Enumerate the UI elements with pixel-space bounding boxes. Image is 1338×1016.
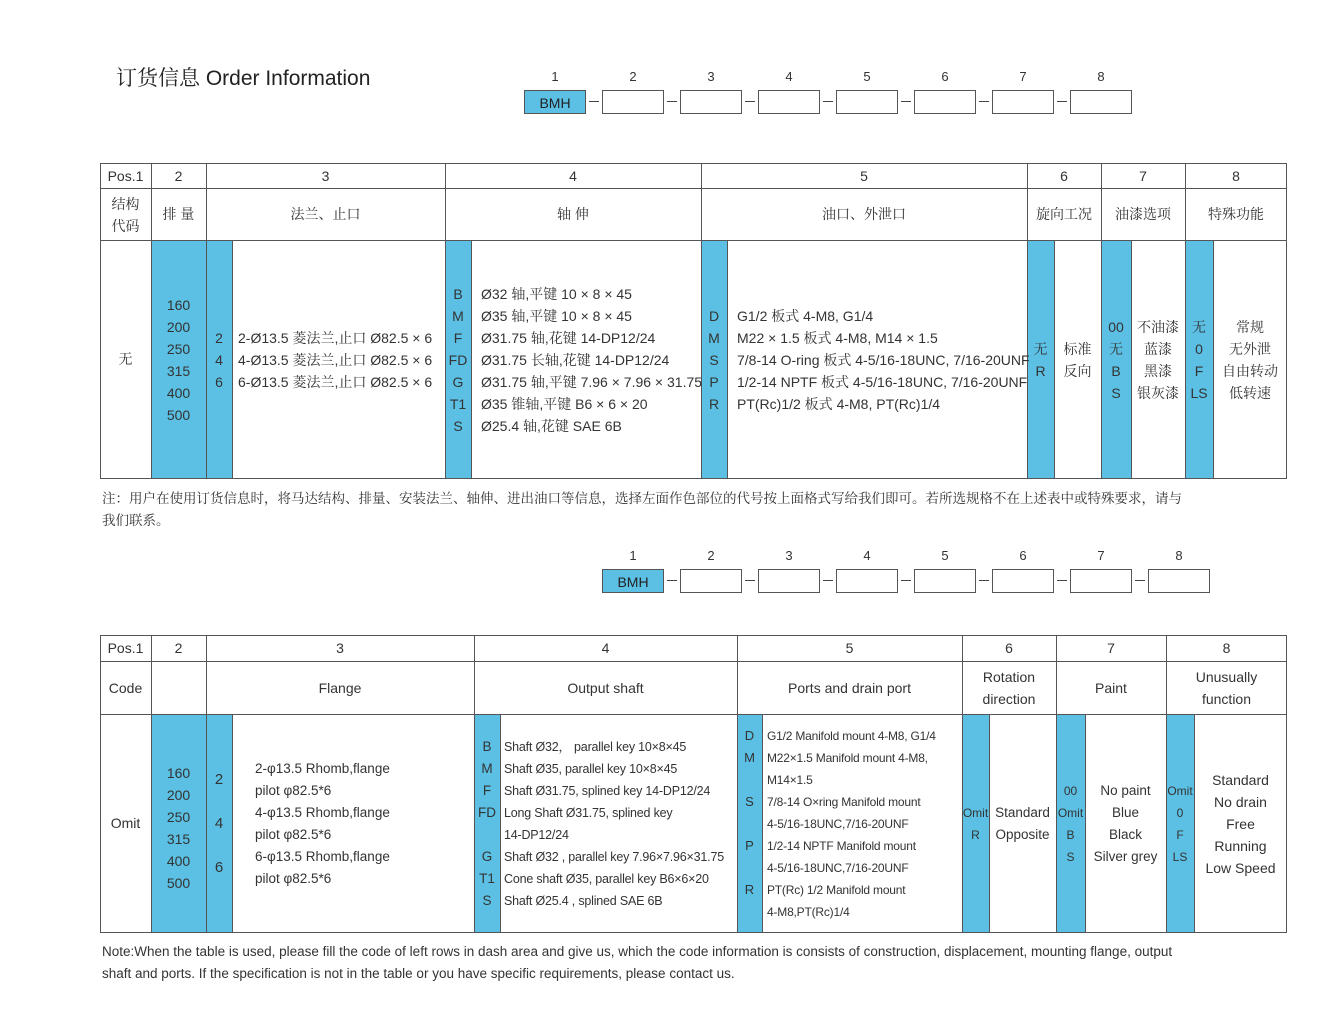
code-dash (976, 90, 992, 114)
shaft-code: S (482, 892, 492, 908)
rotation-code: 无 (1033, 340, 1048, 357)
code-slot-6[interactable] (914, 69, 976, 114)
shaft-code: M (452, 307, 464, 324)
en-pos-header-2: 2 (174, 640, 183, 656)
code-dash (742, 90, 758, 114)
en-shaft-code-list (474, 715, 500, 932)
function-code-list (1185, 241, 1213, 478)
shaft-desc-list (481, 241, 701, 478)
pos-header-8: 8 (1232, 167, 1240, 184)
displacement-value: 250 (166, 808, 191, 825)
en-flange-code-list (206, 715, 232, 932)
shaft-desc: Cone shaft Ø35, parallel key B6×6×20 (504, 871, 709, 886)
code-prefix: BMH (617, 574, 649, 590)
port-code: M (744, 749, 755, 765)
port-desc: PT(Rc)1/2 板式 4-M8, PT(Rc)1/4 (737, 395, 941, 412)
paint-code: Omit (1057, 805, 1084, 820)
port-code: M (708, 329, 720, 346)
port-desc: 7/8-14 O-ring 板式 4-5/16-18UNC, 7/16-20UNF (737, 351, 1030, 368)
function-desc: No drain (1214, 793, 1267, 810)
pos-header-5: 5 (860, 167, 868, 184)
shaft-desc: Ø25.4 轴,花键 SAE 6B (481, 417, 622, 434)
shaft-code: B (482, 738, 492, 754)
note-en (102, 941, 1292, 985)
col-header-shaft: 轴 伸 (557, 206, 589, 222)
displacement-value: 160 (166, 764, 191, 781)
port-desc: 7/8-14 O×ring Manifold mount (767, 794, 921, 809)
port-desc: PT(Rc) 1/2 Manifold mount (767, 882, 906, 897)
function-code: 0 (1195, 340, 1203, 357)
flange-code: 4 (215, 351, 223, 368)
en-pos-header-7: 7 (1107, 640, 1115, 656)
displacement-value: 160 (166, 296, 191, 313)
en-col-header-rotation: Rotation direction (982, 669, 1036, 707)
rotation-code: R (971, 827, 980, 842)
code-slot-4[interactable] (836, 548, 898, 593)
col-header-ports: 油口、外泄口 (822, 206, 906, 222)
function-desc: Running (1214, 837, 1267, 854)
code-dash (742, 569, 758, 593)
displacement-value: 500 (166, 406, 191, 423)
function-code: F (1176, 827, 1184, 842)
code-slot-5[interactable] (836, 69, 898, 114)
en-col-header-displacement (151, 662, 206, 714)
en-flange-desc-list (255, 715, 474, 932)
paint-code: 00 (1063, 783, 1078, 798)
function-desc: Free (1226, 815, 1255, 832)
port-desc: 4-5/16-18UNC,7/16-20UNF (767, 860, 909, 875)
flange-code: 6 (214, 858, 224, 876)
paint-desc: 银灰漆 (1137, 384, 1179, 401)
displacement-value: 200 (166, 318, 191, 335)
rotation-desc-list (1054, 241, 1101, 478)
pos-header-2: 2 (174, 167, 183, 184)
flange-desc: 2-Ø13.5 菱法兰,止口 Ø82.5 × 6 (238, 329, 433, 346)
en-col-header-flange: Flange (318, 679, 362, 696)
flange-code: 6 (215, 373, 223, 390)
code-slot-number: 6 (1019, 548, 1027, 563)
function-desc-list (1213, 241, 1287, 478)
flange-code: 2 (214, 770, 224, 788)
port-code: S (745, 793, 754, 809)
flange-desc: 4-φ13.5 Rhomb,flange (255, 804, 390, 820)
paint-desc: Blue (1111, 804, 1140, 820)
code-slot-8[interactable] (1070, 69, 1132, 114)
code-dash (1054, 569, 1070, 593)
paint-desc: 不油漆 (1137, 318, 1179, 335)
rotation-desc: 反向 (1063, 362, 1092, 379)
displacement-list (151, 241, 206, 478)
flange-code: 2 (215, 329, 223, 346)
paint-desc: 蓝漆 (1144, 340, 1172, 357)
port-code: P (709, 373, 719, 390)
order-code-box-bottom (602, 548, 1210, 593)
pos-header-6: 6 (1060, 167, 1068, 184)
code-slot-number: 2 (707, 548, 715, 563)
function-desc: 低转速 (1229, 384, 1271, 401)
port-desc: M14×1.5 (767, 772, 813, 787)
shaft-desc: 14-DP12/24 (504, 827, 569, 842)
shaft-desc: Long Shaft Ø31.75, splined key (504, 805, 673, 820)
shaft-code: F (482, 782, 492, 798)
function-code: Omit (1167, 783, 1193, 798)
shaft-desc: Ø31.75 轴,花键 14-DP12/24 (481, 329, 656, 346)
paint-desc: No paint (1100, 782, 1151, 798)
paint-desc-list (1131, 241, 1185, 478)
shaft-code: FD (448, 351, 468, 368)
port-code-list (701, 241, 727, 478)
code-slot-number: 5 (941, 548, 949, 563)
code-slot-number: 3 (785, 548, 793, 563)
shaft-code: T1 (449, 395, 467, 412)
pos-header-4: 4 (569, 167, 577, 184)
en-rotation-desc-list (989, 715, 1056, 932)
port-desc: M22×1.5 Manifold mount 4-M8, (767, 750, 928, 765)
note-cn-line-2: 我们联系。 (102, 513, 170, 528)
displacement-value: 315 (166, 830, 191, 847)
code-slot-2[interactable] (680, 548, 742, 593)
code-slot-1 (524, 69, 586, 114)
paint-code-list (1101, 241, 1131, 478)
en-shaft-desc-list (504, 715, 737, 932)
en-port-desc-list (767, 715, 962, 932)
code-slot-number: 7 (1097, 548, 1105, 563)
paint-code: B (1066, 827, 1075, 842)
code-slot-3[interactable] (680, 69, 742, 114)
col-header-function: 特殊功能 (1208, 206, 1264, 222)
port-desc: 1/2-14 NPTF Manifold mount (767, 838, 916, 853)
en-col-header-ports: Ports and drain port (788, 679, 911, 696)
flange-code-list (206, 241, 232, 478)
displacement-value: 250 (166, 340, 191, 357)
code-dash (1054, 90, 1070, 114)
code-dash (664, 569, 680, 593)
en-pos-header-1: Pos.1 (107, 640, 144, 656)
col-header-flange: 法兰、止口 (290, 206, 361, 222)
paint-desc: Silver grey (1093, 848, 1158, 864)
note-en-line-1: Note:When the table is used, please fill the code of left rows in dash area and give us, which the code information is consists of construction, displacement, mounting flange, output (102, 944, 1173, 959)
en-pos-header-4: 4 (601, 640, 610, 656)
shaft-desc: Shaft Ø35, parallel key 10×8×45 (504, 761, 678, 776)
flange-desc: 4-Ø13.5 菱法兰,止口 Ø82.5 × 6 (238, 351, 433, 368)
shaft-code: T1 (479, 870, 495, 886)
page-title: 订货信息 Order Information (116, 67, 371, 90)
port-code (748, 813, 752, 835)
code-slot-number: 4 (863, 548, 871, 563)
port-code (748, 769, 752, 791)
code-slot-5[interactable] (914, 548, 976, 593)
code-dash (586, 90, 602, 114)
displacement-value: 400 (166, 852, 191, 869)
paint-code: 无 (1109, 340, 1123, 357)
paint-desc: 黑漆 (1144, 362, 1172, 379)
structure-code: 无 (118, 351, 133, 367)
note-cn-line-1: 注：用户在使用订货信息时，将马达结构、排量、安装法兰、轴伸、进出油口等信息，选择左面作色部位的代号按上面格式写给我们即可。若所选规格不在上述表中或特殊要求，请与 (102, 491, 1182, 506)
shaft-code: M (481, 760, 493, 776)
code-slot-number: 3 (707, 69, 715, 84)
flange-desc: 6-Ø13.5 菱法兰,止口 Ø82.5 × 6 (238, 373, 433, 390)
port-desc: G1/2 板式 4-M8, G1/4 (737, 307, 874, 324)
flange-desc-list (238, 241, 445, 478)
en-pos-header-5: 5 (845, 640, 854, 656)
code-slot-3[interactable] (758, 548, 820, 593)
shaft-desc: Ø35 锥轴,平键 B6 × 6 × 20 (481, 395, 648, 412)
flange-desc: pilot φ82.5*6 (255, 870, 332, 886)
code-slot-number: 1 (551, 69, 559, 84)
port-code: R (744, 881, 755, 897)
shaft-desc: Shaft Ø25.4 , splined SAE 6B (504, 893, 663, 908)
code-dash (898, 90, 914, 114)
function-code: LS (1172, 849, 1188, 864)
code-dash (1132, 569, 1148, 593)
col-header-structure: 结构 代码 (111, 195, 140, 234)
en-function-code-list (1166, 715, 1194, 932)
port-code: D (744, 727, 755, 743)
paint-code: S (1066, 849, 1075, 864)
function-code: LS (1190, 384, 1208, 401)
pos-header-3: 3 (321, 167, 330, 184)
port-desc: 1/2-14 NPTF 板式 4-5/16-18UNC, 7/16-20UNF (737, 373, 1028, 390)
shaft-desc: Shaft Ø32 , parallel key 7.96×7.96×31.75 (504, 849, 724, 864)
code-dash (664, 90, 680, 114)
note-en-line-2: shaft and ports. If the specification is not in the table or you have specific requirements, please contact us. (102, 966, 735, 981)
function-desc: 自由转动 (1222, 362, 1278, 379)
en-col-header-function: Unusually function (1195, 669, 1258, 707)
code-dash (820, 569, 836, 593)
code-slot-8[interactable] (1148, 548, 1210, 593)
en-col-header-paint: Paint (1095, 679, 1127, 696)
en-col-header-shaft: Output shaft (567, 679, 644, 696)
code-slot-7[interactable] (1070, 548, 1132, 593)
displacement-value: 500 (166, 874, 191, 891)
shaft-code: S (453, 417, 463, 434)
shaft-code: FD (478, 804, 496, 820)
rotation-code-list (1027, 241, 1054, 478)
rotation-desc: Standard (995, 804, 1050, 820)
port-code (748, 901, 752, 923)
en-rotation-code-list (962, 715, 989, 932)
shaft-desc: Ø31.75 长轴,花键 14-DP12/24 (481, 351, 670, 368)
en-displacement-list (151, 715, 206, 932)
port-desc: 4-5/16-18UNC,7/16-20UNF (767, 816, 909, 831)
flange-desc: pilot φ82.5*6 (255, 782, 332, 798)
paint-code: 00 (1108, 318, 1124, 335)
code-slot-number: 2 (629, 69, 637, 84)
rotation-code: R (1035, 362, 1046, 379)
shaft-desc: Shaft Ø31.75, splined key 14-DP12/24 (504, 783, 711, 798)
order-code-box-top (524, 69, 1132, 114)
code-slot-number: 5 (863, 69, 871, 84)
paint-desc: Black (1108, 826, 1142, 842)
code-slot-2[interactable] (602, 69, 664, 114)
shaft-desc: Shaft Ø32， parallel key 10×8×45 (504, 739, 687, 754)
function-desc: Low Speed (1205, 859, 1276, 876)
displacement-value: 315 (166, 362, 191, 379)
col-header-paint: 油漆选项 (1115, 206, 1171, 222)
code-slot-number: 7 (1019, 69, 1027, 84)
code-slot-number: 8 (1175, 548, 1183, 563)
flange-desc: 2-φ13.5 Rhomb,flange (255, 760, 390, 776)
port-desc: G1/2 Manifold mount 4-M8, G1/4 (767, 728, 936, 743)
function-desc: Standard (1212, 771, 1269, 788)
flange-desc: pilot φ82.5*6 (255, 826, 332, 842)
shaft-desc: Ø31.75 轴,平键 7.96 × 7.96 × 31.75 (481, 373, 703, 390)
code-slot-number: 6 (941, 69, 949, 84)
en-paint-code-list (1056, 715, 1085, 932)
en-port-code-list (737, 715, 762, 932)
displacement-value: 200 (166, 786, 191, 803)
note-cn (102, 488, 1292, 532)
port-code: D (708, 307, 720, 324)
function-code: 无 (1192, 318, 1206, 335)
function-code: 0 (1176, 805, 1184, 820)
shaft-code (485, 824, 489, 846)
pos-header-1: Pos.1 (107, 167, 144, 184)
function-desc: 常规 (1236, 318, 1264, 335)
col-header-displacement: 排 量 (162, 206, 195, 222)
code-slot-number: 1 (629, 548, 637, 563)
port-desc: M22 × 1.5 板式 4-M8, M14 × 1.5 (737, 329, 938, 346)
port-desc-list (737, 241, 1030, 478)
shaft-code-list (445, 241, 471, 478)
rotation-desc: 标准 (1063, 340, 1092, 357)
port-desc: 4-M8,PT(Rc)1/4 (767, 904, 850, 919)
code-slot-number: 4 (785, 69, 793, 84)
shaft-code: B (453, 285, 463, 302)
en-pos-header-3: 3 (336, 640, 344, 656)
displacement-value: 400 (166, 384, 191, 401)
shaft-code: G (452, 373, 464, 390)
shaft-code: G (481, 848, 493, 864)
port-code: R (708, 395, 720, 412)
en-function-desc-list (1194, 715, 1287, 932)
rotation-desc: Opposite (995, 826, 1050, 842)
function-code: F (1194, 362, 1204, 379)
port-code: S (709, 351, 719, 368)
code-slot-6[interactable] (992, 548, 1054, 593)
code-slot-4[interactable] (758, 69, 820, 114)
paint-code: S (1111, 384, 1121, 401)
col-header-rotation: 旋向工况 (1036, 206, 1092, 222)
rotation-code: Omit (962, 805, 989, 820)
en-col-header-code: Code (108, 679, 143, 696)
code-slot-7[interactable] (992, 69, 1054, 114)
shaft-desc: Ø32 轴,平键 10 × 8 × 45 (481, 285, 632, 302)
function-desc: 无外泄 (1229, 340, 1271, 357)
port-code (748, 857, 752, 879)
en-paint-desc-list (1085, 715, 1166, 932)
flange-code: 4 (214, 814, 224, 832)
code-dash (976, 569, 992, 593)
flange-desc: 6-φ13.5 Rhomb,flange (255, 848, 390, 864)
en-structure-code: Omit (110, 815, 141, 831)
pos-header-7: 7 (1139, 167, 1147, 184)
en-pos-header-8: 8 (1222, 640, 1231, 656)
code-slot-1 (602, 548, 664, 593)
paint-code: B (1111, 362, 1121, 379)
shaft-code: F (453, 329, 463, 346)
code-slot-number: 8 (1097, 69, 1105, 84)
code-prefix: BMH (539, 95, 571, 111)
shaft-desc: Ø35 轴,平键 10 × 8 × 45 (481, 307, 632, 324)
code-dash (820, 90, 836, 114)
code-dash (898, 569, 914, 593)
port-code: P (745, 837, 754, 853)
en-pos-header-6: 6 (1005, 640, 1013, 656)
